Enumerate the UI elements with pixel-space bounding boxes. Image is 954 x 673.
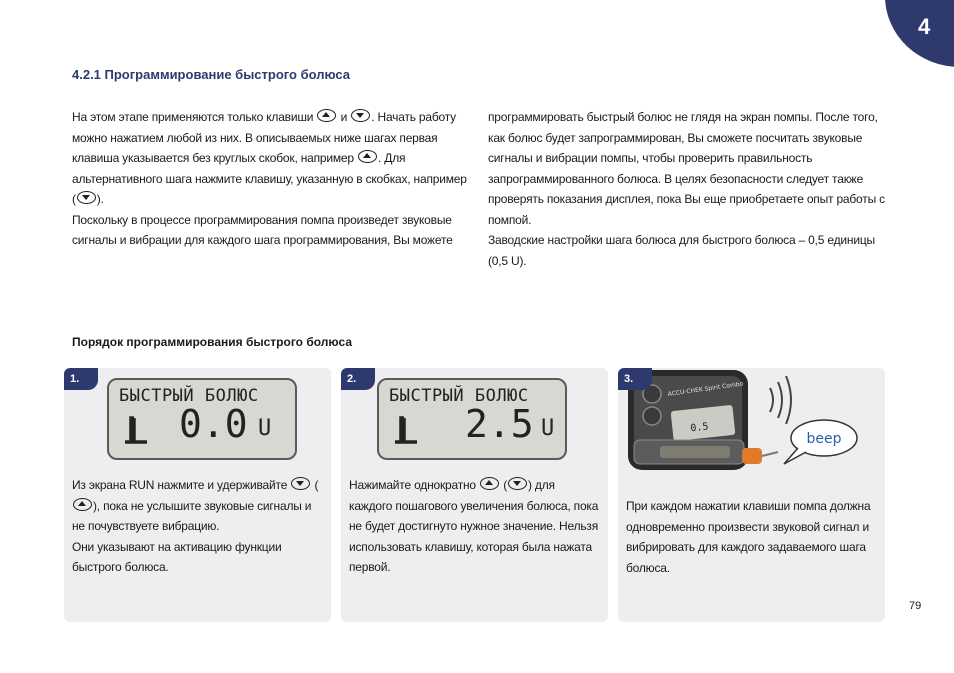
- text-run: . Начать работу можно нажатием любой из них. В описываемых ниже шагах первая клавиша указывается без круглых скобок, например: [72, 110, 456, 165]
- intro-paragraph: Поскольку в процессе программирования помпа произведет звуковые сигналы и вибрации для каждого шага программирования, Вы можете: [72, 212, 453, 247]
- step-paragraph: [349, 475, 601, 578]
- step-card-2: [341, 368, 608, 622]
- intro-paragraph: программировать быстрый болюс не глядя на экран помпы. После того, как болюс будет запрограммирован, Вы сможете посчитать звуковые сигналы и вибрации помпы, чтобы проверить правильность запрограммированного болюса. В целях безопасности следует также проверять показания дисплея, пока Вы еще приобретаете опыт работы с помпой.: [488, 110, 885, 227]
- up-key-icon: [73, 498, 92, 511]
- text-run: ).: [96, 192, 104, 206]
- text-run: и: [340, 110, 348, 124]
- lcd-value: 0.0: [179, 402, 248, 446]
- pump-brand-label: ACCU-CHEK Spirit Combo: [667, 380, 744, 398]
- beep-label: beep: [806, 431, 842, 447]
- step-card-1: [64, 368, 331, 622]
- pump-screen-value: 0.5: [689, 421, 710, 435]
- text-run: ), пока не услышите звуковые сигналы и не почувствуете вибрацию.: [72, 498, 312, 533]
- step-text: [349, 475, 601, 578]
- pump-lcd-display: [107, 378, 297, 460]
- intro-column-left: [72, 107, 472, 251]
- page-number: 79: [909, 600, 922, 612]
- lcd-title: БЫСТРЫЙ БОЛЮС: [389, 386, 529, 406]
- text-run: (: [503, 478, 507, 492]
- lcd-value: 2.5: [465, 402, 534, 446]
- intro-paragraph: Заводские настройки шага болюса для быстрого болюса – 0,5 единицы (0,5 U).: [488, 233, 875, 268]
- text-run: Нажимайте однократно: [349, 478, 476, 492]
- sound-wave-icon: [786, 376, 791, 424]
- lcd-unit: U: [541, 416, 555, 441]
- text-run: ) для каждого пошагового увеличения болюса, пока не будет достигнуто нужное значение. Нельзя использовать клавишу, которая была нажата первой.: [349, 478, 599, 574]
- down-key-icon: [351, 109, 370, 122]
- quick-bolus-symbol-icon: [123, 414, 149, 444]
- sound-wave-icon: [770, 388, 773, 412]
- up-key-icon: [317, 109, 336, 122]
- step-badge: 1.: [64, 368, 98, 390]
- lcd-unit: U: [258, 416, 272, 441]
- down-key-icon: [291, 477, 310, 490]
- text-run: Из экрана RUN нажмите и удерживайте: [72, 478, 288, 492]
- chapter-number: 4: [918, 14, 931, 39]
- step-paragraph: Они указывают на активацию функции быстрого болюса.: [72, 539, 282, 574]
- step-card-3: [618, 368, 885, 622]
- text-run: . Для альтернативного шага нажмите клавишу, указанную в скобках, например (: [72, 151, 467, 206]
- down-key-icon: [508, 477, 527, 490]
- step-text: [72, 475, 324, 578]
- pump-lcd-display: [377, 378, 567, 460]
- intro-paragraph: [72, 107, 472, 210]
- step-badge: 3.: [618, 368, 652, 390]
- procedure-title: Порядок программирования быстрого болюса: [72, 335, 352, 349]
- section-title: 4.2.1 Программирование быстрого болюса: [72, 67, 351, 82]
- down-key-icon: [77, 191, 96, 204]
- text-run: На этом этапе применяются только клавиши: [72, 110, 314, 124]
- up-key-icon: [358, 150, 377, 163]
- step-paragraph: [72, 475, 324, 537]
- text-run: (: [314, 478, 319, 492]
- adapter: [742, 448, 762, 464]
- pump-button-icon: [643, 407, 661, 425]
- quick-bolus-symbol-icon: [393, 414, 419, 444]
- step-paragraph: При каждом нажатии клавиши помпа должна одновременно произвести звуковой сигнал и вибрировать для каждого задаваемого шага болюса.: [626, 499, 871, 575]
- intro-column-right: [488, 107, 888, 271]
- step-badge: 2.: [341, 368, 375, 390]
- up-key-icon: [480, 477, 499, 490]
- insulin-pump-illustration: [620, 368, 885, 493]
- lcd-title: БЫСТРЫЙ БОЛЮС: [119, 386, 259, 406]
- sound-wave-icon: [778, 382, 782, 418]
- step-text: [626, 496, 878, 578]
